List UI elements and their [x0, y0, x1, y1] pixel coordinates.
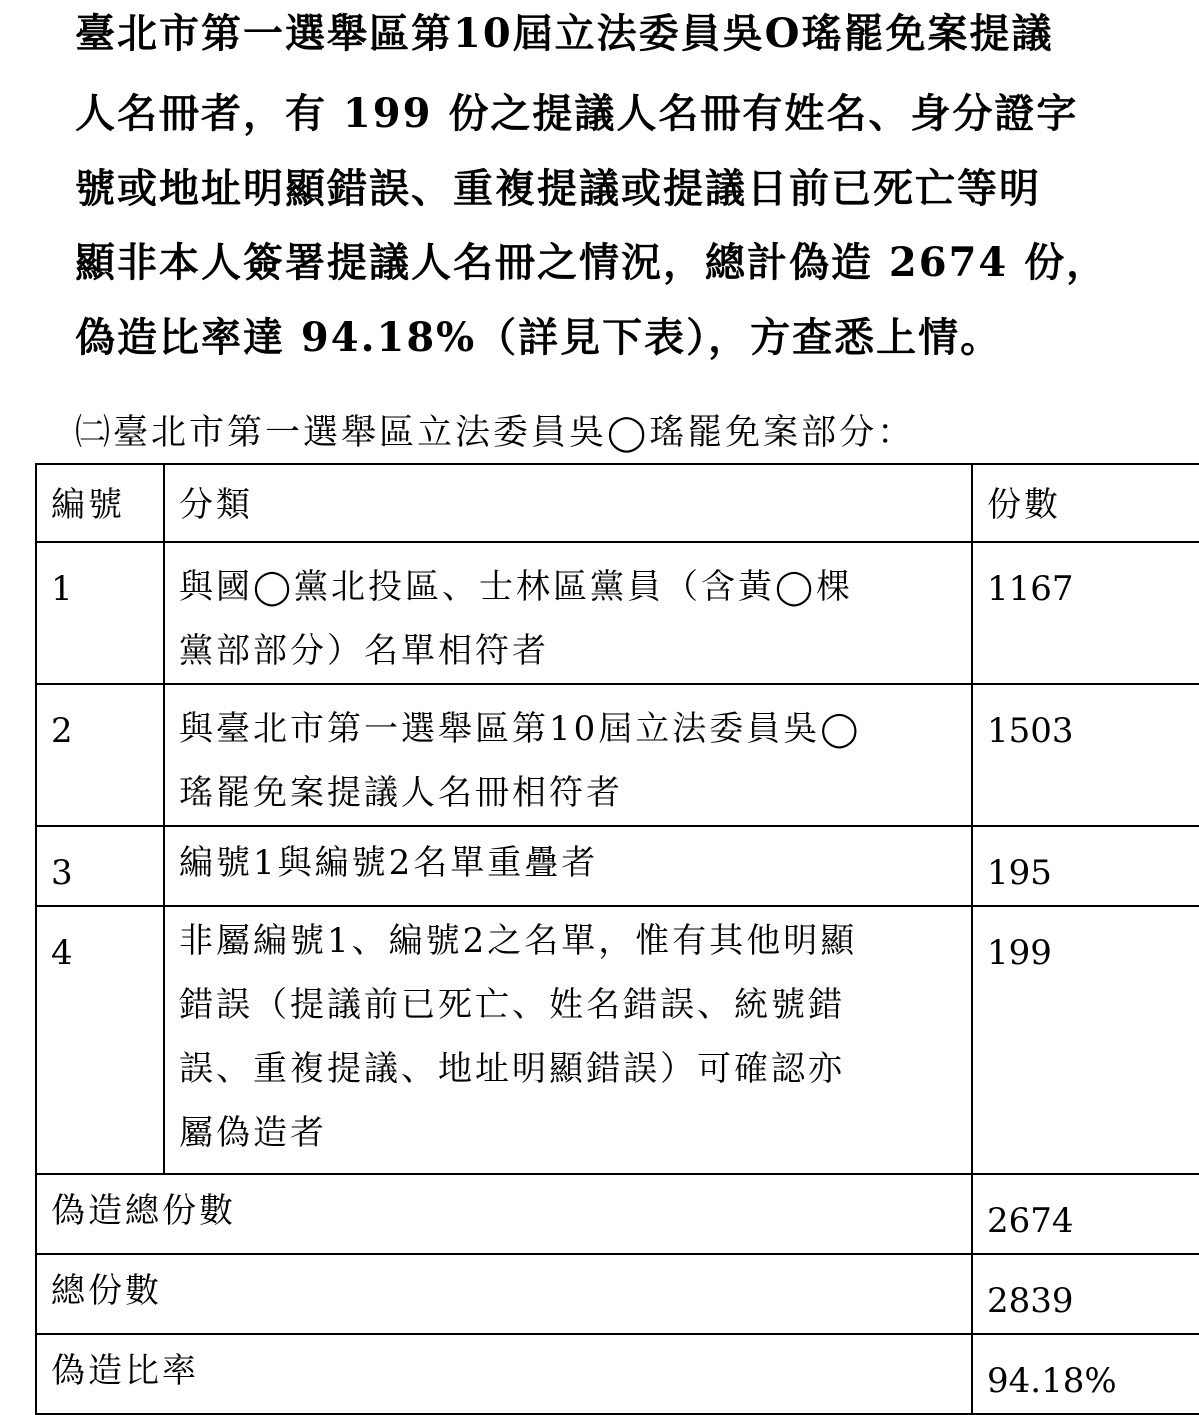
summary-count: 2839 [972, 1254, 1199, 1334]
table-row [36, 826, 1199, 906]
row-no: 3 [36, 826, 164, 906]
row-no: 1 [36, 542, 164, 684]
table-row [36, 542, 1199, 684]
forgery-statistics-table [35, 463, 1199, 1415]
table-header-row [36, 464, 1199, 542]
row-count: 1167 [972, 542, 1199, 684]
summary-count: 2674 [972, 1174, 1199, 1254]
paragraph-line: 號或地址明顯錯誤、重複提議或提議日前已死亡等明 [75, 165, 1041, 212]
table-row [36, 684, 1199, 826]
category-line: 屬偽造者 [179, 1113, 327, 1153]
category-line: 編號1與編號2名單重疊者 [179, 843, 599, 883]
table-row [36, 906, 1199, 1174]
summary-row-forgery-rate [36, 1334, 1199, 1414]
category-line: 非屬編號1、編號2之名單，惟有其他明顯 [179, 921, 858, 961]
paragraph-line: 偽造比率達 94.18%（詳見下表），方查悉上情。 [75, 314, 1003, 361]
row-count: 1503 [972, 684, 1199, 826]
row-no: 4 [36, 906, 164, 1174]
summary-row-forged-total [36, 1174, 1199, 1254]
summary-label: 偽造總份數 [36, 1174, 972, 1254]
row-count: 195 [972, 826, 1199, 906]
category-line: 誤、重複提議、地址明顯錯誤）可確認亦 [179, 1049, 845, 1089]
row-category [164, 826, 972, 906]
paragraph-line: 臺北市第一選舉區第10屆立法委員吳O瑤罷免案提議 [75, 10, 1054, 57]
category-line: 錯誤（提議前已死亡、姓名錯誤、統號錯 [179, 985, 845, 1025]
header-category: 分類 [164, 464, 972, 542]
category-line: 瑤罷免案提議人名冊相符者 [179, 773, 623, 813]
category-line: 黨部部分）名單相符者 [179, 631, 549, 671]
row-count: 199 [972, 906, 1199, 1174]
header-count: 份數 [972, 464, 1199, 542]
summary-label: 偽造比率 [36, 1334, 972, 1414]
row-category [164, 906, 972, 1174]
paragraph-line: 顯非本人簽署提議人名冊之情況，總計偽造 2674 份， [75, 239, 1109, 286]
category-line: 與臺北市第一選舉區第10屆立法委員吳◯ [179, 709, 862, 749]
header-no: 編號 [36, 464, 164, 542]
row-no: 2 [36, 684, 164, 826]
summary-row-total [36, 1254, 1199, 1334]
summary-label: 總份數 [36, 1254, 972, 1334]
summary-count: 94.18% [972, 1334, 1199, 1414]
row-category [164, 684, 972, 826]
section-title: ㈡臺北市第一選舉區立法委員吳◯瑤罷免案部分： [75, 413, 916, 453]
row-category [164, 542, 972, 684]
category-line: 與國◯黨北投區、士林區黨員（含黃◯棵 [179, 567, 854, 607]
paragraph-line: 人名冊者，有 199 份之提議人名冊有姓名、身分證字 [75, 90, 1079, 137]
